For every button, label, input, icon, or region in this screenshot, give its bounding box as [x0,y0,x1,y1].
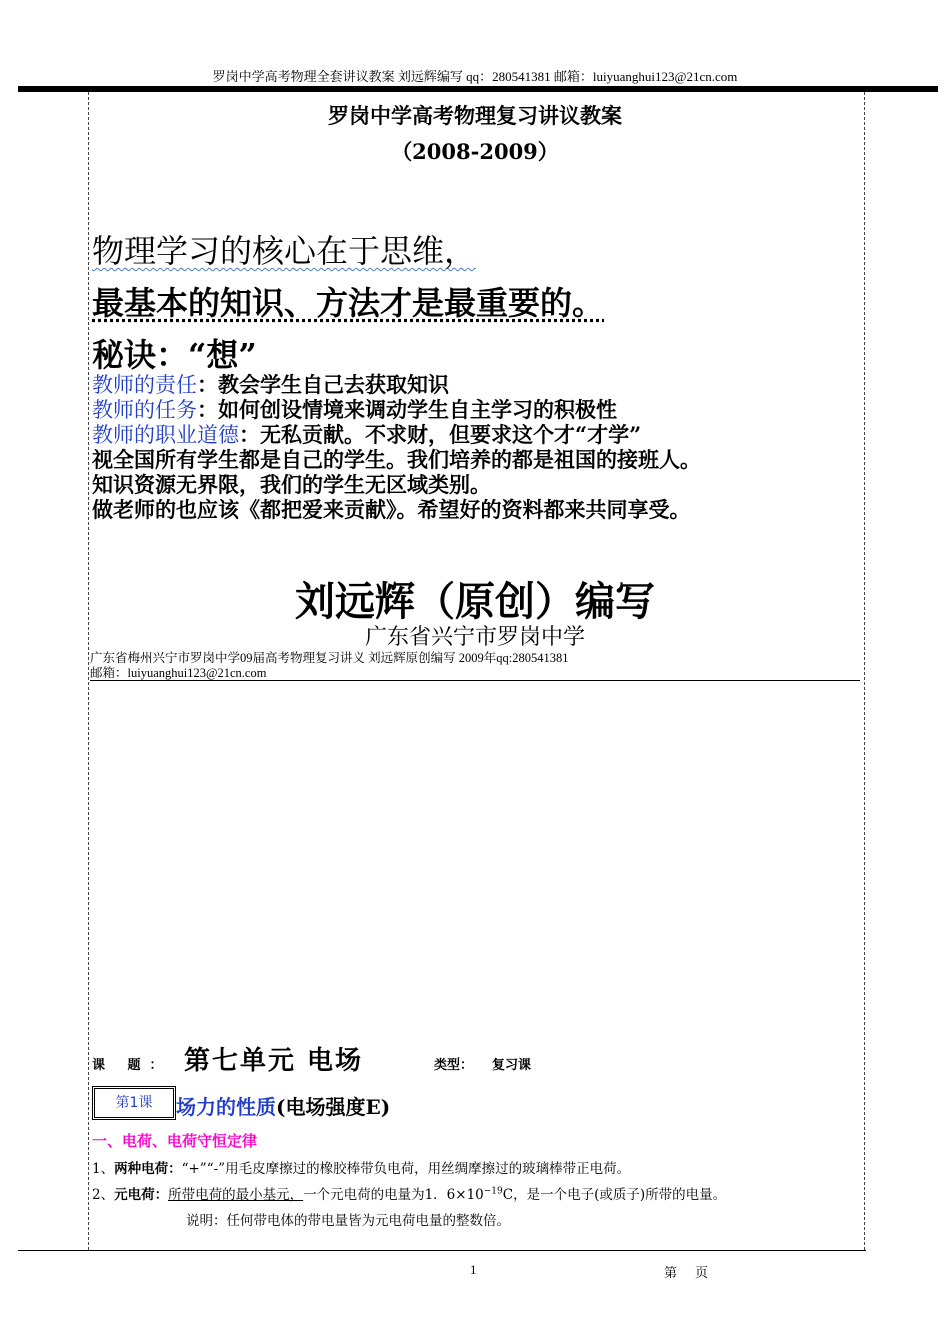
duty-text: 无私贡献。不求财，但要求这个才“才学” [260,422,642,447]
type-label: 类型： [434,1058,474,1073]
statement-line: 视全国所有学生都是自己的学生。我们培养的都是祖国的接班人。 [92,447,701,472]
body-text: “+”“-”用毛皮摩擦过的橡胶棒带负电荷，用丝绸摩擦过的玻璃棒带正电荷。 [181,1161,631,1177]
term: 元电荷： [114,1187,169,1203]
section-divider [90,680,860,681]
item-number: 2、 [92,1187,115,1203]
frame-left-border [88,92,89,1250]
teacher-ethics [92,422,641,448]
duty-sep: ： [197,372,218,397]
paragraph-elementary-charge [92,1183,726,1203]
school-name: 广东省兴宁市罗岗中学 [364,625,585,650]
lesson-badge: 第1课 [92,1086,176,1120]
document-years: （2008-2009） [391,139,559,164]
statement-line: 做老师的也应该《都把爱来贡献》。希望好的资料都来共同享受。 [92,497,691,522]
unit-title: 第七单元 电场 [184,1046,364,1076]
section-heading: 一、电荷、电荷守恒定律 [92,1132,258,1150]
motto-line-2: 最基本的知识、方法才是最重要的。 [92,284,605,322]
term: 两种电荷： [114,1161,182,1177]
duty-text: 教会学生自己去获取知识 [218,372,449,397]
document-title: 罗岗中学高考物理复习讲议教案 [328,103,622,128]
lesson-heading-main: 场力的性质 [176,1095,276,1119]
page-number: 1 [470,1262,477,1277]
duty-key: 教师的任务 [92,398,197,422]
cover-email: 邮箱：luiyuanghui123@21cn.com [90,666,267,680]
duty-sep: ： [197,397,218,422]
item-number: 1、 [92,1161,115,1177]
teacher-task [92,397,617,423]
page-label: 第页 [664,1266,727,1281]
duty-key: 教师的责任 [92,373,197,397]
duty-key: 教师的职业道德 [92,423,239,447]
lesson-heading-sub: (电场强度E) [276,1095,391,1119]
teacher-responsibility [92,372,449,398]
lesson-heading [176,1091,390,1120]
header-rule [18,86,938,92]
statement-line: 知识资源无界限，我们的学生无区域类别。 [92,472,491,497]
type-value: 复习课 [492,1058,532,1073]
duty-sep: ： [239,422,260,447]
cover-note: 广东省梅州兴宁市罗岗中学09届高考物理复习讲义 刘远辉原创编写 2009年qq:280541381 [90,651,569,665]
paragraph-note: 说明：任何带电体的带电量皆为元电荷电量的整数倍。 [186,1213,510,1229]
author-line: 刘远辉（原创）编写 [295,579,655,625]
body-text: 一个元电荷的电量为1．6×10 [303,1187,484,1203]
motto-line-3: 秘诀：“想” [92,336,257,374]
underlined-definition: 所带电荷的最小基元， [168,1187,304,1203]
frame-right-border [864,92,865,1250]
topic-label: 课 题： [92,1058,172,1073]
paragraph-two-charges [92,1157,630,1177]
duty-text: 如何创设情境来调动学生自主学习的积极性 [218,397,617,422]
body-text: C，是一个电子(或质子)所带的电量。 [502,1187,727,1203]
motto-line-1: 物理学习的核心在于思维， [92,232,477,270]
exponent: −19 [483,1186,503,1197]
running-header: 罗岗中学高考物理全套讲议教案 刘远辉编写 qq：280541381 邮箱：luiyuanghui123@21cn.com [212,69,738,84]
footer-rule [18,1250,866,1251]
